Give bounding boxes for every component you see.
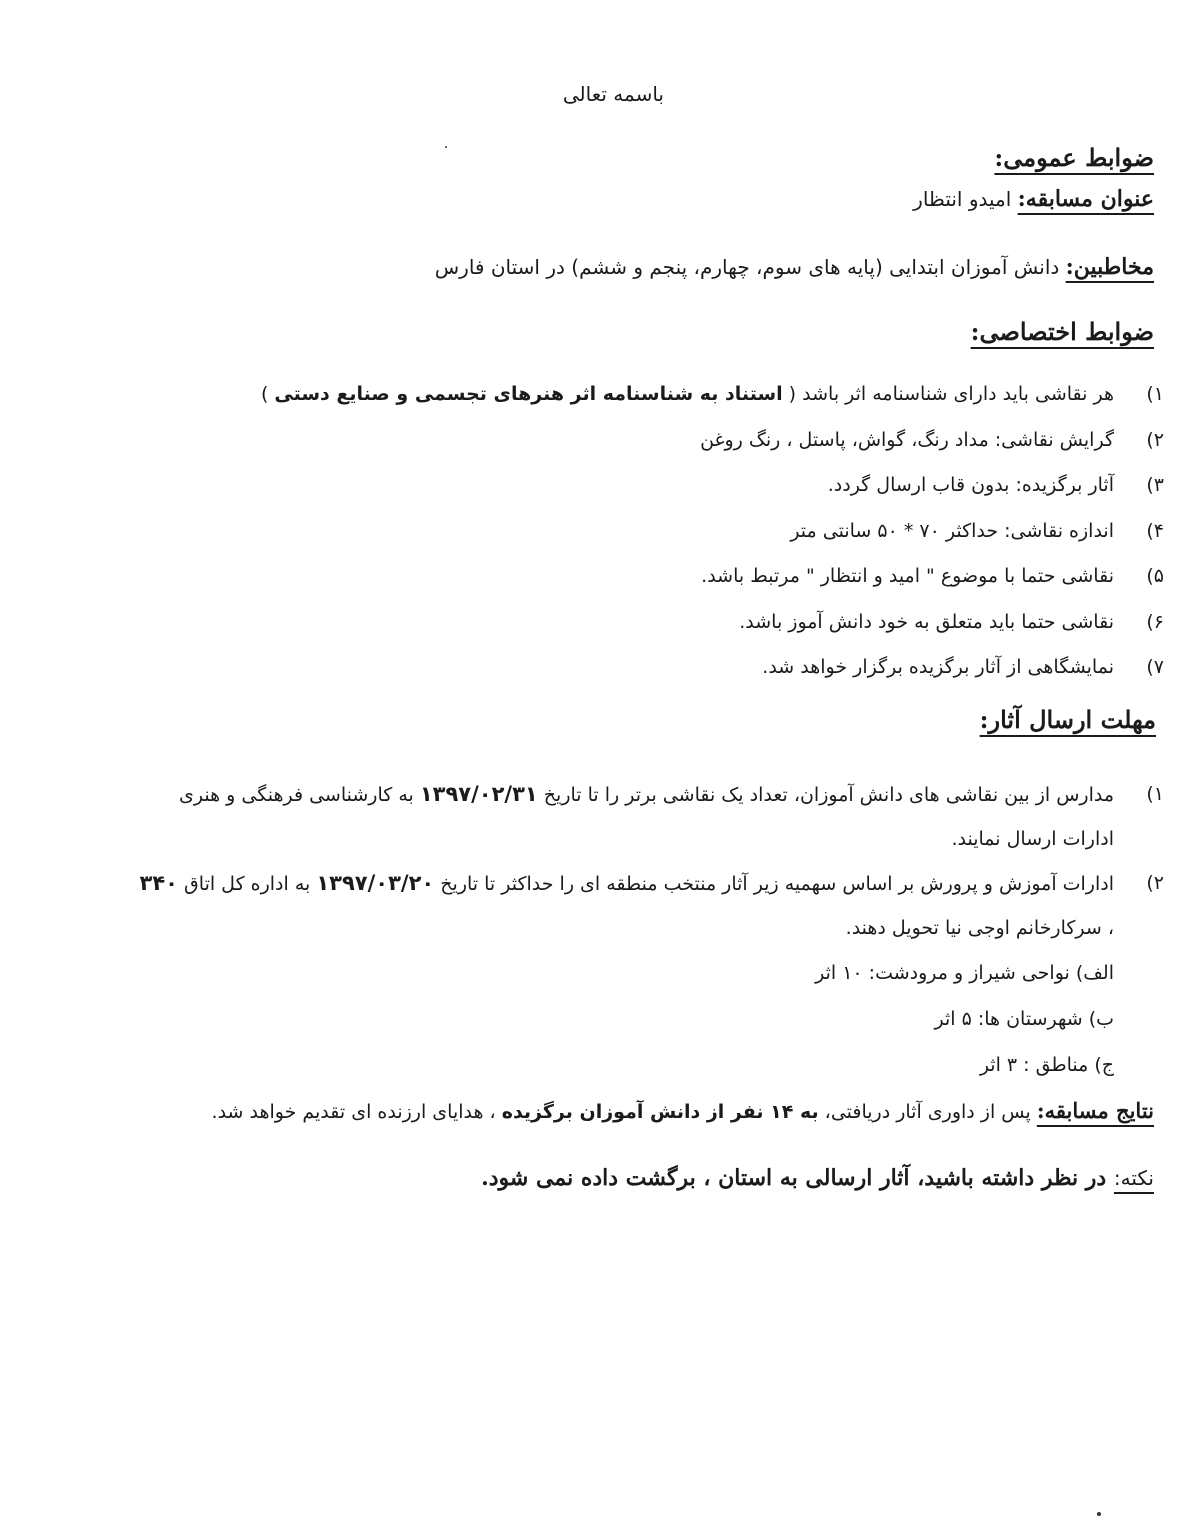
general-rules-heading: ضوابط عمومی: bbox=[994, 143, 1154, 172]
specific-rules-heading: ضوابط اختصاصی: bbox=[970, 317, 1154, 346]
deadline-date: ۱۳۹۷/۰۲/۳۱ bbox=[419, 782, 538, 806]
rule-number: ۲) bbox=[1146, 428, 1164, 451]
deadline-item-text-mid: به اداره کل اتاق bbox=[178, 873, 317, 895]
room-number: ۳۴۰ bbox=[139, 871, 178, 895]
audience-field bbox=[435, 254, 1154, 280]
quota-item: الف) نواحی شیراز و مرودشت: ۱۰ اثر bbox=[815, 962, 1114, 984]
rule-item bbox=[214, 379, 1164, 425]
rule-text: اندازه نقاشی: حداکثر ۷۰ * ۵۰ سانتی متر bbox=[790, 519, 1114, 542]
rule-item bbox=[214, 470, 1164, 516]
deadline-item-2-line2: ، سرکارخانم اوجی نیا تحویل دهند. bbox=[845, 917, 1114, 939]
deadline-item-text: مدارس از بین نقاشی های دانش آموزان، تعداد یک نقاشی برتر را تا تاریخ bbox=[537, 784, 1114, 806]
rule-text: آثار برگزیده: بدون قاب ارسال گردد. bbox=[827, 474, 1114, 496]
deadline-item-1 bbox=[84, 772, 1164, 817]
rule-text: نقاشی حتما باید متعلق به خود دانش آموز باشد. bbox=[739, 610, 1114, 633]
results-paragraph bbox=[212, 1098, 1154, 1123]
contest-title-value: امیدو انتظار bbox=[913, 187, 1012, 211]
rule-number: ۴) bbox=[1146, 519, 1164, 542]
rule-item bbox=[214, 425, 1164, 471]
rule-text: گرایش نقاشی: مداد رنگ، گواش، پاستل ، رنگ روغن bbox=[700, 428, 1114, 451]
rule-number: ۱) bbox=[1146, 383, 1164, 405]
deadline-item-text-end: به کارشناسی فرهنگی و هنری bbox=[179, 784, 420, 806]
rule-item bbox=[214, 607, 1164, 653]
scan-speck bbox=[1097, 1512, 1101, 1516]
rule-text-end: ) bbox=[260, 383, 275, 405]
deadline-heading: مهلت ارسال آثار: bbox=[979, 705, 1156, 734]
audience-label: مخاطبین: bbox=[1065, 254, 1154, 280]
rule-item bbox=[214, 652, 1164, 698]
rule-item bbox=[214, 516, 1164, 562]
deadline-item-number: ۲) bbox=[1146, 872, 1164, 894]
contest-title-label: عنوان مسابقه: bbox=[1017, 186, 1154, 212]
deadline-section bbox=[84, 772, 1164, 1088]
quota-item: ب) شهرستان ها: ۵ اثر bbox=[934, 1008, 1114, 1030]
results-text: پس از داوری آثار دریافتی، bbox=[818, 1101, 1037, 1123]
results-label: نتایج مسابقه: bbox=[1036, 1098, 1154, 1123]
rule-number: ۷) bbox=[1146, 656, 1164, 678]
rule-text: نمایشگاهی از آثار برگزیده برگزار خواهد شد. bbox=[762, 656, 1114, 678]
note-paragraph bbox=[481, 1165, 1154, 1191]
rule-text: هر نقاشی باید دارای شناسنامه اثر باشد ( bbox=[782, 383, 1114, 405]
note-text: در نظر داشته باشید، آثار ارسالی به استان ، برگشت داده نمی شود. bbox=[481, 1165, 1114, 1191]
rule-text: نقاشی حتما با موضوع " امید و انتظار " مرتبط باشد. bbox=[701, 565, 1114, 587]
rule-text-emphasis: استناد به شناسنامه اثر هنرهای تجسمی و صنایع دستی bbox=[274, 383, 783, 405]
contest-title-field bbox=[913, 186, 1154, 212]
deadline-item-text: ادارات آموزش و پرورش بر اساس سهمیه زیر آثار منتخب منطقه ای را حداکثر تا تاریخ bbox=[434, 873, 1114, 895]
specific-rules-list bbox=[214, 379, 1164, 698]
scan-speck bbox=[445, 146, 447, 148]
results-text-end: ، هدایای ارزنده ای تقدیم خواهد شد. bbox=[211, 1101, 502, 1123]
results-emphasis: به ۱۴ نفر از دانش آموزان برگزیده bbox=[501, 1101, 819, 1123]
deadline-date: ۱۳۹۷/۰۳/۲۰ bbox=[316, 871, 435, 895]
rule-number: ۶) bbox=[1146, 610, 1164, 633]
basmala-header: باسمه تعالی bbox=[562, 82, 664, 106]
rule-item bbox=[214, 561, 1164, 607]
quota-item: ج) مناطق : ۳ اثر bbox=[979, 1054, 1114, 1076]
note-label: نکته: bbox=[1113, 1166, 1154, 1190]
deadline-item-number: ۱) bbox=[1146, 783, 1164, 805]
audience-value: دانش آموزان ابتدایی (پایه های سوم، چهارم، پنجم و ششم) در استان فارس bbox=[434, 255, 1060, 279]
deadline-item-1-line2: ادارات ارسال نمایند. bbox=[951, 828, 1114, 850]
rule-number: ۵) bbox=[1146, 565, 1164, 587]
deadline-item-2 bbox=[84, 861, 1164, 906]
rule-number: ۳) bbox=[1146, 474, 1164, 496]
